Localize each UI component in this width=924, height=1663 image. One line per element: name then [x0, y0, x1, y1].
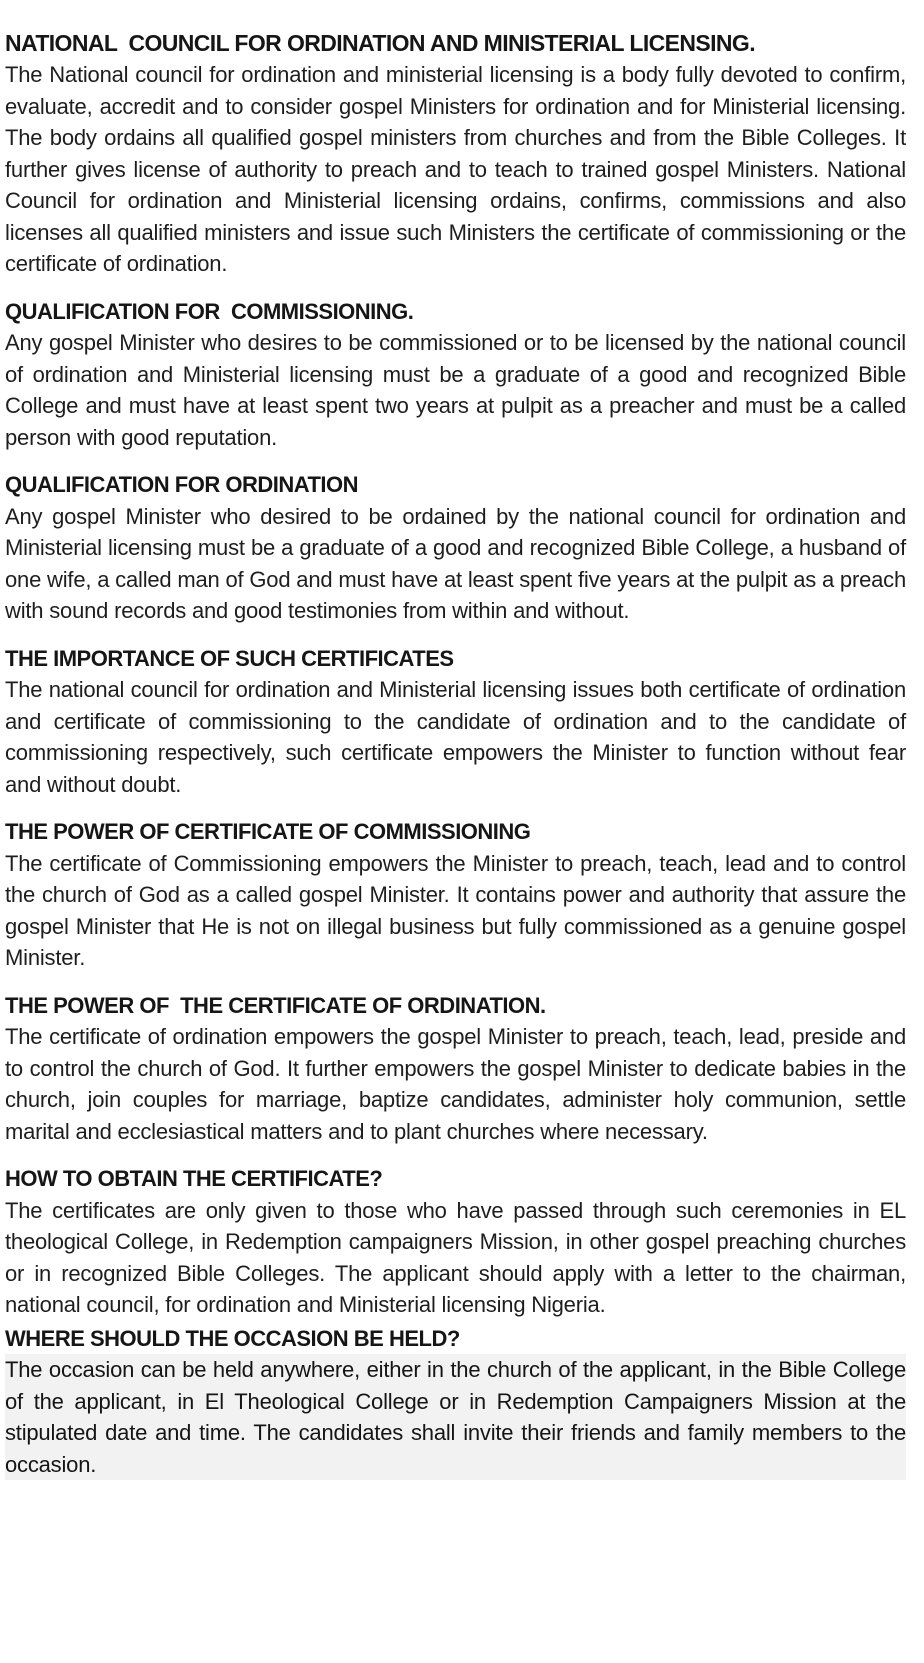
intro-paragraph: The National council for ordination and ministerial licensing is a body fully devoted to confirm, evaluate, accredit and to consider gospel Ministers for ordination and for Ministerial licensing. The body ordains all qualified gospel ministers from churches and from the Bible Colleges. It further gives license of authority to preach and to teach to trained gospel Ministers. National Council for ordination and Ministerial licensing ordains, confirms, commissions and also licenses all qualified ministers and issue such Ministers the certificate of commissioning or the certificate of ordination. [5, 62, 906, 276]
section-heading: THE IMPORTANCE OF SUCH CERTIFICATES [5, 645, 454, 671]
document-title: NATIONAL COUNCIL FOR ORDINATION AND MINISTERIAL LICENSING. [5, 30, 756, 56]
section-paragraph: The certificate of ordination empowers the gospel Minister to preach, teach, lead, preside and to control the church of God. It further empowers the gospel Minister to dedicate babies in the church, join couples for marriage, baptize candidates, administer holy communion, settle marital and ecclesiastical matters and to plant churches where necessary. [5, 1024, 906, 1144]
section-how-to-obtain-certificate [5, 1163, 906, 1321]
section-heading: WHERE SHOULD THE OCCASION BE HELD? [5, 1325, 460, 1351]
section-heading: THE POWER OF THE CERTIFICATE OF ORDINATION. [5, 992, 546, 1018]
section-heading: QUALIFICATION FOR COMMISSIONING. [5, 298, 414, 324]
section-paragraph: Any gospel Minister who desires to be commissioned or to be licensed by the national council of ordination and Ministerial licensing must be a graduate of a good and recognized Bible College and must have at least spent two years at pulpit as a preacher and must be a called person with good reputation. [5, 330, 906, 450]
section-importance-of-certificates [5, 643, 906, 801]
section-heading: HOW TO OBTAIN THE CERTIFICATE? [5, 1166, 383, 1191]
section-power-certificate-ordination [5, 990, 906, 1148]
section-qualification-ordination [5, 469, 906, 627]
section-paragraph: Any gospel Minister who desired to be ordained by the national council for ordination and Ministerial licensing must be a graduate of a good and recognized Bible College, a husband of one wife, a called man of God and must have at least spent five years at the pulpit as a preach with sound records and good testimonies from within and without. [5, 503, 906, 623]
section-paragraph: The certificate of Commissioning empowers the Minister to preach, teach, lead and to control the church of God as a called gospel Minister. It contains power and authority that assure the gospel Minister that He is not on illegal business but fully commissioned as a genuine gospel Minister. [5, 850, 906, 970]
section-paragraph: The occasion can be held anywhere, either in the church of the applicant, in the Bible College of the applicant, in El Theological College or in Redemption Campaigners Mission at the stipulated date and time. The candidates shall invite their friends and family members to the occasion. [5, 1354, 906, 1480]
section-where-occasion-held [5, 1323, 906, 1481]
section-qualification-commissioning [5, 296, 906, 454]
section-paragraph: The certificates are only given to those who have passed through such ceremonies in EL theological College, in Redemption campaigners Mission, in other gospel preaching churches or in recognized Bible Colleges. The applicant should apply with a letter to the chairman, national council, for ordination and Ministerial licensing Nigeria. [5, 1197, 906, 1317]
section-paragraph: The national council for ordination and Ministerial licensing issues both certificate of ordination and certificate of commissioning to the candidate of ordination and to the candidate of commissioning respectively, such certificate empowers the Minister to function without fear and without doubt. [5, 677, 906, 797]
section-heading: THE POWER OF CERTIFICATE OF COMMISSIONING [5, 819, 531, 844]
section-heading: QUALIFICATION FOR ORDINATION [5, 472, 359, 497]
section-power-certificate-commissioning [5, 816, 906, 974]
